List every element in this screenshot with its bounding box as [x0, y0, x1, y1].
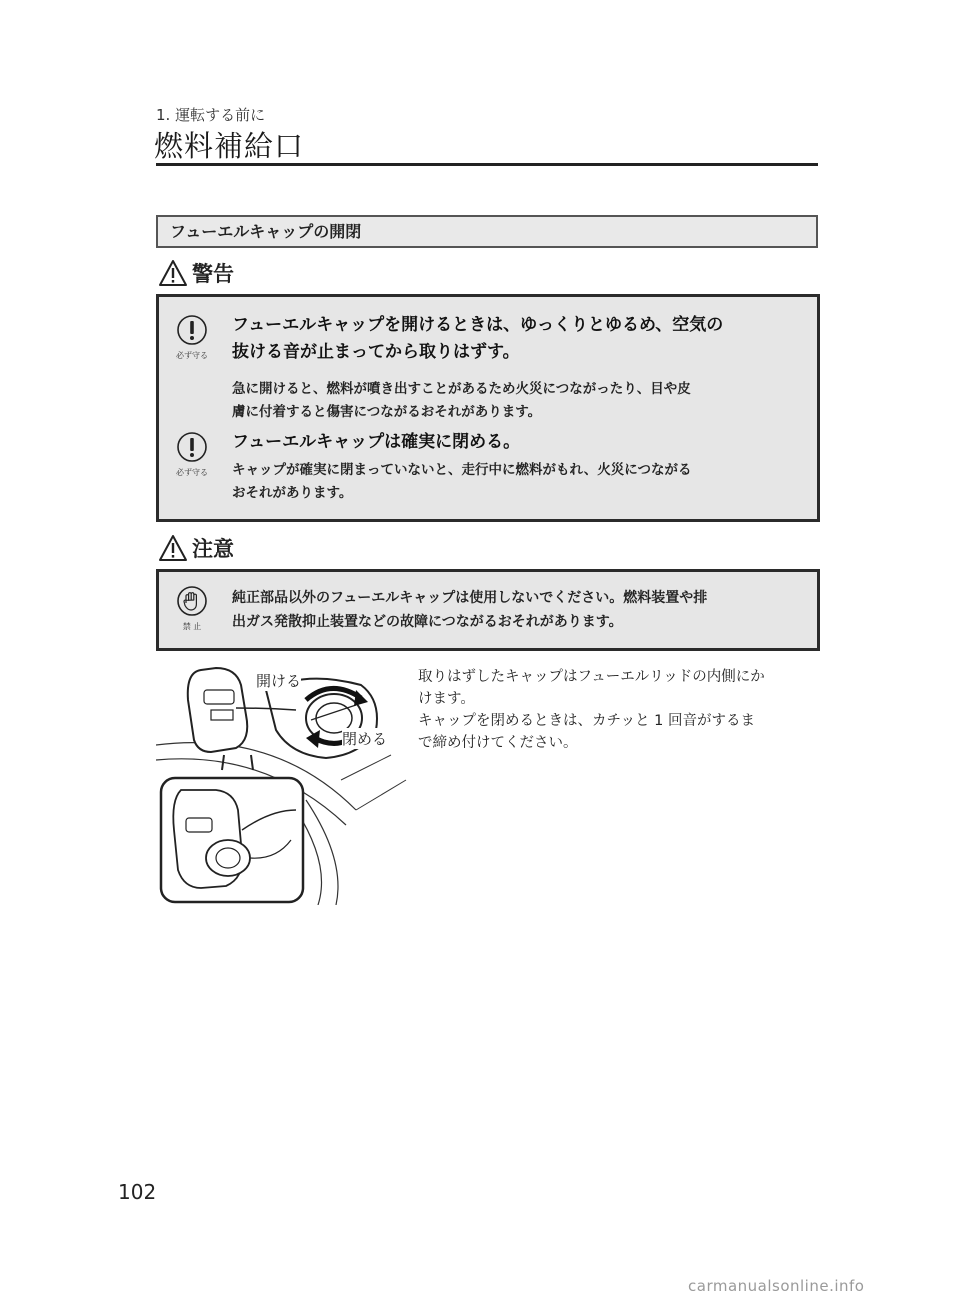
caution-label: 注意: [192, 537, 234, 561]
mandatory-icon-block: [171, 315, 213, 361]
warning-heading: [158, 258, 234, 288]
fuel-lid-drawing: [156, 660, 416, 905]
prohibited-icon-block: [171, 586, 213, 632]
caution-line-1: 純正部品以外のフューエルキャップは使用しないでください。燃料装置や排: [232, 590, 708, 606]
instruction-line-1: 取りはずしたキャップはフューエルリッドの内側にか: [418, 669, 765, 685]
caution-line-2: 出ガス発散抑止装置などの故障につながるおそれがあります。: [232, 614, 623, 630]
exclamation-circle-icon: [177, 432, 207, 462]
mandatory-icon-block: [171, 432, 213, 478]
caution-panel: [156, 569, 820, 651]
fuel-cap-illustration: [156, 660, 416, 905]
warning-label: 警告: [192, 262, 234, 286]
warning-item-2-detail-1: キャップが確実に閉まっていないと、走行中に燃料がもれ、火災につながる: [232, 462, 692, 478]
warning-item-1-lead-1: フューエルキャップを開けるときは、ゆっくりとゆるめ、空気の: [232, 315, 724, 335]
caution-triangle-icon: [158, 534, 188, 562]
instruction-line-4: で締め付けてください。: [418, 735, 578, 751]
caution-text: [232, 586, 812, 634]
stop-hand-icon: [177, 586, 207, 616]
instruction-line-3: キャップを閉めるときは、カチッと 1 回音がするま: [418, 713, 756, 729]
mandatory-caption: 必ず守る: [176, 351, 208, 360]
warning-item-2-lead-1: フューエルキャップは確実に閉める。: [232, 432, 521, 452]
watermark: carmanualsonline.info: [688, 1277, 865, 1295]
instruction-text: [418, 666, 822, 754]
instruction-line-2: けます。: [418, 691, 475, 707]
warning-item-1-detail-1: 急に開けると、燃料が噴き出すことがあるため火災につながったり、目や皮: [232, 381, 691, 397]
section-heading: [156, 215, 818, 248]
chapter-label: 1. 運転する前に: [156, 106, 266, 124]
prohibited-caption: 禁 止: [182, 622, 202, 631]
warning-item-2: [232, 429, 812, 505]
warning-triangle-icon: [158, 259, 188, 287]
warning-item-1: [232, 312, 812, 424]
section-heading-text: フューエルキャップの開閉: [170, 222, 362, 241]
page-title: 燃料補給口: [154, 129, 305, 163]
close-label: 閉める: [342, 730, 388, 748]
warning-item-2-detail-2: おそれがあります。: [232, 485, 353, 501]
page-number: 102: [118, 1180, 157, 1204]
warning-item-1-lead-2: 抜ける音が止まってから取りはずす。: [232, 342, 520, 362]
open-label: 開ける: [256, 672, 302, 690]
exclamation-circle-icon: [177, 315, 207, 345]
warning-item-1-detail-2: 膚に付着すると傷害につながるおそれがあります。: [232, 404, 542, 420]
mandatory-caption: 必ず守る: [176, 468, 208, 477]
caution-heading: [158, 533, 234, 563]
title-rule: [156, 163, 818, 166]
warning-panel: [156, 294, 820, 522]
